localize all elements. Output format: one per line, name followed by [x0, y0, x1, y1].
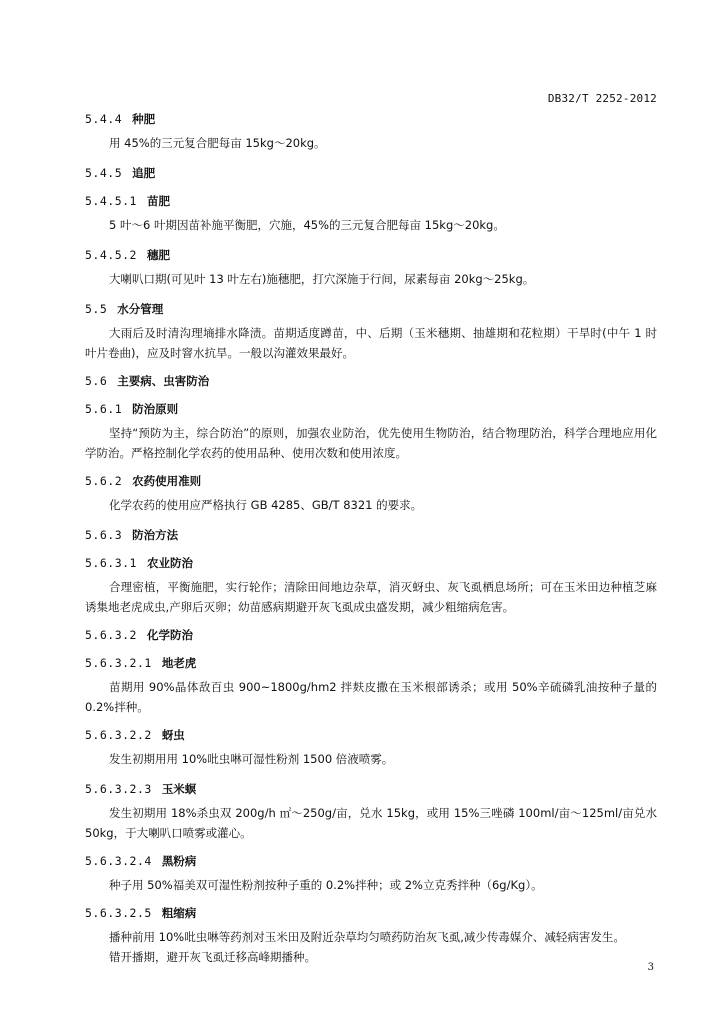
paragraph: 大喇叭口期(可见叶 13 叶左右)施穗肥，打穴深施于行间，尿素每亩 20kg～25kg。	[109, 272, 535, 286]
section-title: 农业防治	[146, 556, 193, 570]
section-title: 农药使用准则	[132, 474, 202, 488]
section-title: 防治原则	[132, 402, 179, 416]
paragraph: 大雨后及时清沟理墒排水降渍。苗期适度蹲苗，中、后期（玉米穗期、抽雄期和花粒期）干旱时(中午 1 时叶片卷曲)，应及时窨水抗旱。一般以沟灌效果最好。	[85, 326, 657, 360]
section-title: 防治方法	[132, 528, 179, 542]
paragraph: 化学农药的使用应严格执行 GB 4285、GB/T 8321 的要求。	[109, 498, 423, 512]
section-number: 5.6.3.2.3	[85, 782, 152, 796]
paragraph: 错开播期，避开灰飞虱迁移高峰期播种。	[109, 950, 316, 964]
section-number: 5.4.5.1	[85, 194, 137, 208]
section-number: 5.6.3.1	[85, 556, 137, 570]
section-title: 地老虎	[161, 656, 197, 670]
page-number: 3	[647, 962, 654, 973]
section-number: 5.6.3	[85, 528, 123, 542]
section-number: 5.6.2	[85, 474, 123, 488]
section-title: 化学防治	[146, 628, 193, 642]
section-heading	[85, 853, 657, 869]
section-heading	[85, 555, 657, 571]
section-title: 种肥	[132, 112, 156, 126]
section-heading	[85, 193, 657, 209]
section-number: 5.6.3.2.1	[85, 656, 152, 670]
section-number: 5.6	[85, 374, 108, 388]
section-heading	[85, 473, 657, 489]
section-heading	[85, 301, 657, 317]
document-code: DB32/T 2252-2012	[547, 92, 657, 105]
section-title: 蚜虫	[161, 728, 185, 742]
section-title: 粗缩病	[161, 906, 197, 920]
section-heading	[85, 905, 657, 921]
section-number: 5.4.5	[85, 166, 123, 180]
section-heading	[85, 781, 657, 797]
section-number: 5.6.3.2	[85, 628, 137, 642]
section-heading	[85, 527, 657, 543]
paragraph: 发生初期用用 10%吡虫啉可湿性粉剂 1500 倍液喷雾。	[109, 752, 394, 766]
section-title: 玉米螟	[161, 782, 197, 796]
section-title: 水分管理	[117, 302, 164, 316]
paragraph: 5 叶～6 叶期因苗补施平衡肥，穴施，45%的三元复合肥每亩 15kg～20kg。	[109, 218, 505, 232]
paragraph: 发生初期用 18%杀虫双 200g/h ㎡～250g/亩，兑水 15kg，或用 15%三唑磷 100ml/亩～125ml/亩兑水 50kg，于大喇叭口喷雾或灌心。	[85, 806, 657, 840]
section-number: 5.6.3.2.4	[85, 854, 152, 868]
section-title: 穗肥	[146, 248, 170, 262]
section-heading	[85, 247, 657, 263]
section-heading	[85, 727, 657, 743]
section-heading	[85, 655, 657, 671]
section-heading	[85, 111, 657, 127]
paragraph: 坚持“预防为主，综合防治”的原则，加强农业防治，优先使用生物防治，结合物理防治，科学合理地应用化学防治。严格控制化学农药的使用品种、使用次数和使用浓度。	[85, 426, 657, 460]
section-number: 5.4.4	[85, 112, 123, 126]
paragraph: 合理密植，平衡施肥，实行轮作；清除田间地边杂草，消灭蚜虫、灰飞虱栖息场所；可在玉米田边种植芝麻诱集地老虎成虫,产卵后灭卵；幼苗感病期避开灰飞虱成虫盛发期，减少粗缩病危害。	[85, 580, 657, 614]
paragraph: 用 45%的三元复合肥每亩 15kg～20kg。	[109, 136, 326, 150]
section-number: 5.5	[85, 302, 108, 316]
section-number: 5.6.3.2.2	[85, 728, 152, 742]
section-title: 黑粉病	[161, 854, 197, 868]
section-number: 5.6.1	[85, 402, 123, 416]
section-title: 苗肥	[146, 194, 170, 208]
section-number: 5.6.3.2.5	[85, 906, 152, 920]
section-heading	[85, 401, 657, 417]
section-title: 追肥	[132, 166, 156, 180]
paragraph: 种子用 50%福美双可湿性粉剂按种子重的 0.2%拌种；或 2%立克秀拌种（6g/Kg）。	[109, 878, 543, 892]
paragraph: 播种前用 10%吡虫啉等药剂对玉米田及附近杂草均匀喷药防治灰飞虱,减少传毒媒介、减轻病害发生。	[109, 930, 625, 944]
section-heading	[85, 373, 657, 389]
section-heading	[85, 165, 657, 181]
section-title: 主要病、虫害防治	[117, 374, 210, 388]
paragraph: 苗期用 90%晶体敌百虫 900~1800g/hm2 拌麸皮撒在玉米根部诱杀；或用 50%辛硫磷乳油按种子量的 0.2%拌种。	[85, 680, 657, 714]
section-number: 5.4.5.2	[85, 248, 137, 262]
document-body	[85, 107, 657, 967]
section-heading	[85, 627, 657, 643]
